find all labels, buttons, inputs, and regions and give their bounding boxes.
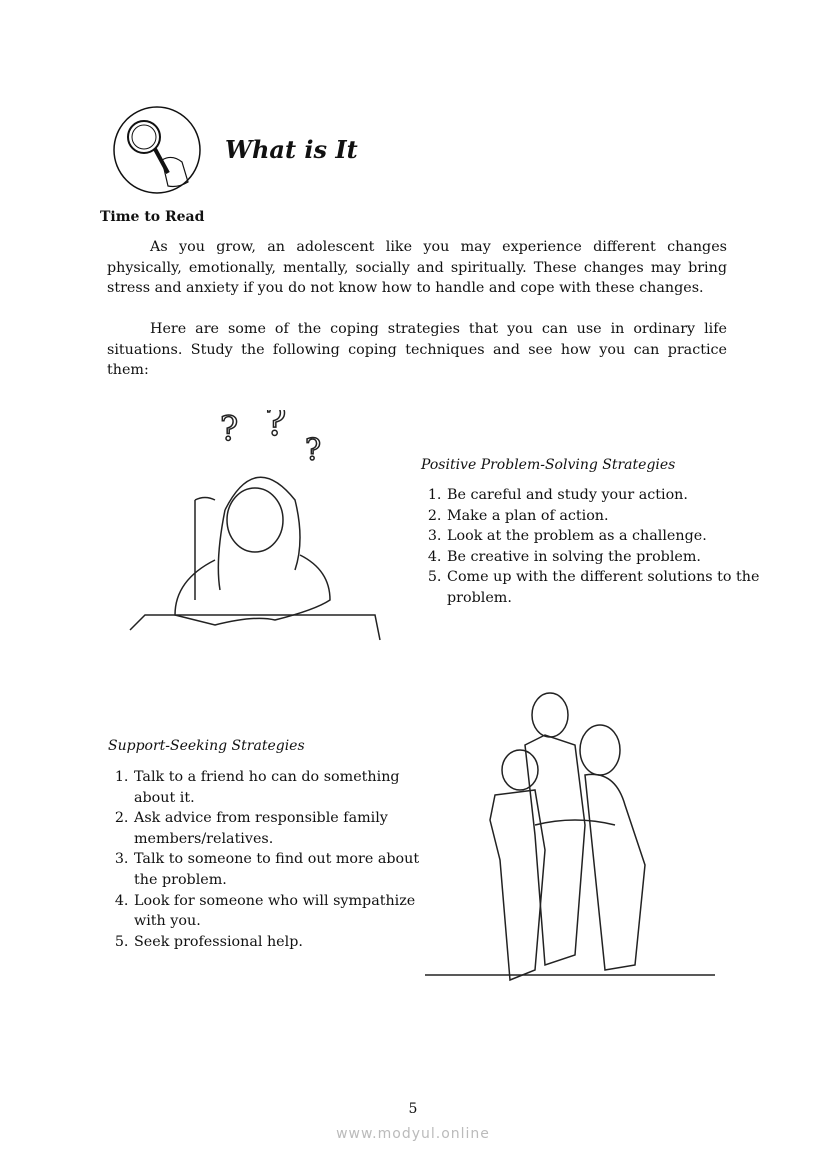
watermark: www.modyul.online — [336, 1126, 490, 1142]
svg-text:?: ? — [265, 410, 287, 445]
intro-paragraph: As you grow, an adolescent like you may experience different changes physically, emotionally, mentally, socially and spiritually. These changes may bring stress and anxiety if you do not know how to handle and cope with these changes. — [107, 239, 727, 297]
magnifying-glass-icon — [112, 105, 202, 199]
list-item: 3. Look at the problem as a challenge. — [446, 526, 766, 547]
list-item: 1. Be careful and study your action. — [446, 485, 766, 506]
list-item: 2. Ask advice from responsible family members/relatives. — [133, 808, 443, 849]
page-title: What is It — [225, 135, 358, 164]
strategies-paragraph: Here are some of the coping strategies that you can use in ordinary life situations. Study the following coping techniques and see how you can practice them: — [107, 321, 727, 379]
list-item: 5. Come up with the different solutions to the problem. — [446, 567, 766, 608]
list-item: 4. Look for someone who will sympathize with you. — [133, 891, 443, 932]
thinking-girl-illustration — [125, 410, 385, 649]
svg-text:?: ? — [220, 410, 239, 449]
list-item: 3. Talk to someone to find out more about the problem. — [133, 849, 443, 890]
list-item: 2. Make a plan of action. — [446, 506, 766, 527]
page-number: 5 — [408, 1101, 418, 1117]
positive-strategies-list — [421, 485, 766, 609]
family-hug-illustration — [425, 685, 720, 999]
list-item: 4. Be creative in solving the problem. — [446, 547, 766, 568]
support-strategies-heading: Support-Seeking Strategies — [108, 738, 305, 754]
positive-strategies-heading: Positive Problem-Solving Strategies — [421, 457, 676, 473]
list-item: 1. Talk to a friend ho can do something about it. — [133, 767, 443, 808]
support-strategies-list — [108, 767, 443, 952]
list-item: 5. Seek professional help. — [133, 932, 443, 953]
section-subheading: Time to Read — [100, 209, 205, 225]
svg-text:?: ? — [305, 433, 322, 468]
